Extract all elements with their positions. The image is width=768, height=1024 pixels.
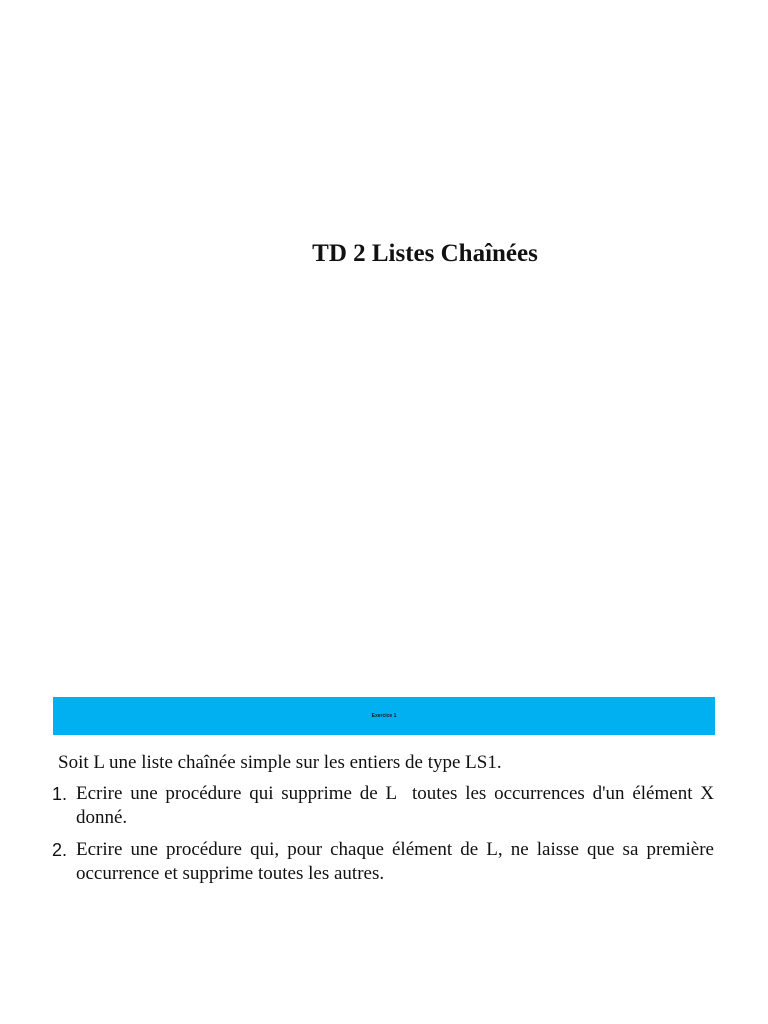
page-title: TD 2 Listes Chaînées <box>312 240 538 267</box>
exercise-label: Exercice 1 <box>371 713 397 719</box>
task-list <box>52 782 724 894</box>
list-item <box>52 838 719 886</box>
exercise-banner <box>53 697 715 735</box>
task-number: 2. <box>52 840 68 860</box>
task-text: Ecrire une procédure qui supprime de L toutes les occurrences d'un élément X donné. <box>76 783 724 828</box>
task-number: 1. <box>52 784 68 804</box>
list-item <box>52 782 724 830</box>
exercise-intro: Soit L une liste chaînée simple sur les entiers de type LS1. <box>58 752 502 773</box>
task-text: Ecrire une procédure qui, pour chaque élément de L, ne laisse que sa première occurrence et supprime toutes les autres. <box>76 839 719 884</box>
